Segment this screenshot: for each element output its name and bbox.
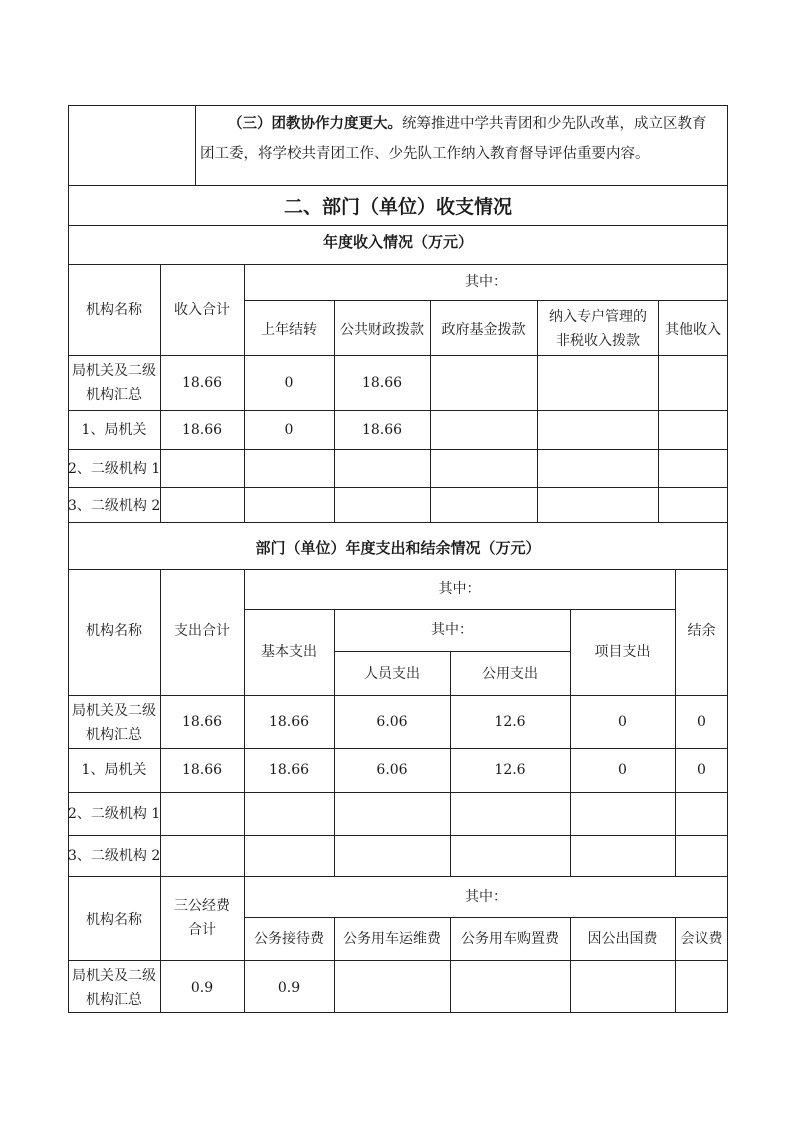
expense-row-4-org: 3、二级机构 2 (68, 848, 161, 864)
intro-heading: （三）团教协作力度更大。 (228, 115, 402, 132)
income-col-carryover: 上年结转 (261, 322, 317, 338)
expense-col-among-2: 其中： (431, 622, 473, 638)
sangong-row-1-org: 局机关及二级机构汇总 (72, 968, 156, 1008)
intro-body: 统筹推进中学共青团和少先队改革，成立区教育团工委，将学校共青团工作、少先队工作纳入教育督导评估重要内容。 (200, 116, 707, 162)
income-col-org: 机构名称 (86, 302, 142, 318)
expense-table-title: 部门（单位）年度支出和结余情况（万元） (255, 539, 541, 557)
expense-row-2-personnel: 6.06 (376, 762, 408, 778)
expense-col-basic: 基本支出 (261, 644, 317, 660)
sangong-col-among: 其中： (465, 889, 507, 905)
sangong-row-1-total: 0.9 (190, 980, 214, 996)
sangong-col-overseas: 因公出国费 (587, 931, 658, 947)
sangong-col-vehicle-ops: 公务用车运维费 (343, 931, 441, 947)
expense-row-2-project: 0 (618, 762, 627, 778)
income-col-other: 其他收入 (665, 322, 721, 338)
income-col-public-finance: 公共财政拨款 (340, 322, 424, 338)
expense-row-2-org: 1、局机关 (81, 762, 147, 778)
section-title: 二、部门（单位）收支情况 (283, 196, 512, 218)
income-col-total: 收入合计 (174, 302, 230, 318)
border-bottom (68, 1012, 728, 1013)
income-row-2-org: 1、局机关 (81, 422, 147, 438)
income-row-1-total: 18.66 (181, 375, 223, 391)
sangong-col-meeting: 会议费 (680, 931, 723, 947)
expense-col-project: 项目支出 (594, 644, 651, 660)
expense-row-1-project: 0 (618, 714, 627, 730)
income-row-3-org: 2、二级机构 1 (68, 461, 161, 477)
income-row-2-public-finance: 18.66 (361, 422, 403, 438)
sangong-row-1-reception: 0.9 (277, 980, 301, 996)
expense-col-total: 支出合计 (174, 623, 230, 639)
expense-col-personnel: 人员支出 (364, 666, 420, 682)
sangong-col-vehicle-purchase: 公务用车购置费 (461, 931, 559, 947)
sangong-col-reception: 公务接待费 (254, 931, 324, 947)
expense-row-1-total: 18.66 (181, 714, 223, 730)
intro-paragraph (200, 109, 720, 169)
border-top (68, 105, 728, 106)
expense-row-2-balance: 0 (697, 762, 706, 778)
income-col-among: 其中： (465, 274, 507, 290)
income-table-title: 年度收入情况（万元） (322, 233, 473, 251)
income-row-1-org: 局机关及二级机构汇总 (72, 363, 156, 403)
expense-row-1-personnel: 6.06 (376, 714, 408, 730)
expense-row-1-org: 局机关及二级机构汇总 (72, 703, 156, 743)
income-col-gov-fund: 政府基金拨款 (441, 322, 526, 338)
expense-row-3-org: 2、二级机构 1 (68, 806, 161, 822)
expense-row-2-basic: 18.66 (268, 762, 310, 778)
sangong-col-total: 三公经费合计 (174, 898, 230, 938)
income-col-nontax: 纳入专户管理的非税收入拨款 (549, 309, 647, 349)
expense-col-balance: 结余 (687, 623, 716, 639)
income-row-4-org: 3、二级机构 2 (68, 498, 161, 514)
income-row-2-total: 18.66 (181, 422, 223, 438)
income-row-1-public-finance: 18.66 (361, 375, 403, 391)
expense-row-2-public: 12.6 (494, 762, 526, 778)
expense-col-org: 机构名称 (86, 623, 142, 639)
sangong-col-org: 机构名称 (86, 912, 142, 928)
expense-col-among: 其中： (438, 581, 481, 597)
income-row-1-carryover: 0 (284, 375, 294, 391)
income-row-2-carryover: 0 (284, 422, 294, 438)
budget-document (68, 105, 728, 1013)
expense-col-public: 公用支出 (482, 666, 538, 682)
expense-row-1-balance: 0 (697, 714, 706, 730)
expense-row-2-total: 18.66 (181, 762, 223, 778)
expense-row-1-basic: 18.66 (268, 714, 310, 730)
expense-row-1-public: 12.6 (494, 714, 526, 730)
